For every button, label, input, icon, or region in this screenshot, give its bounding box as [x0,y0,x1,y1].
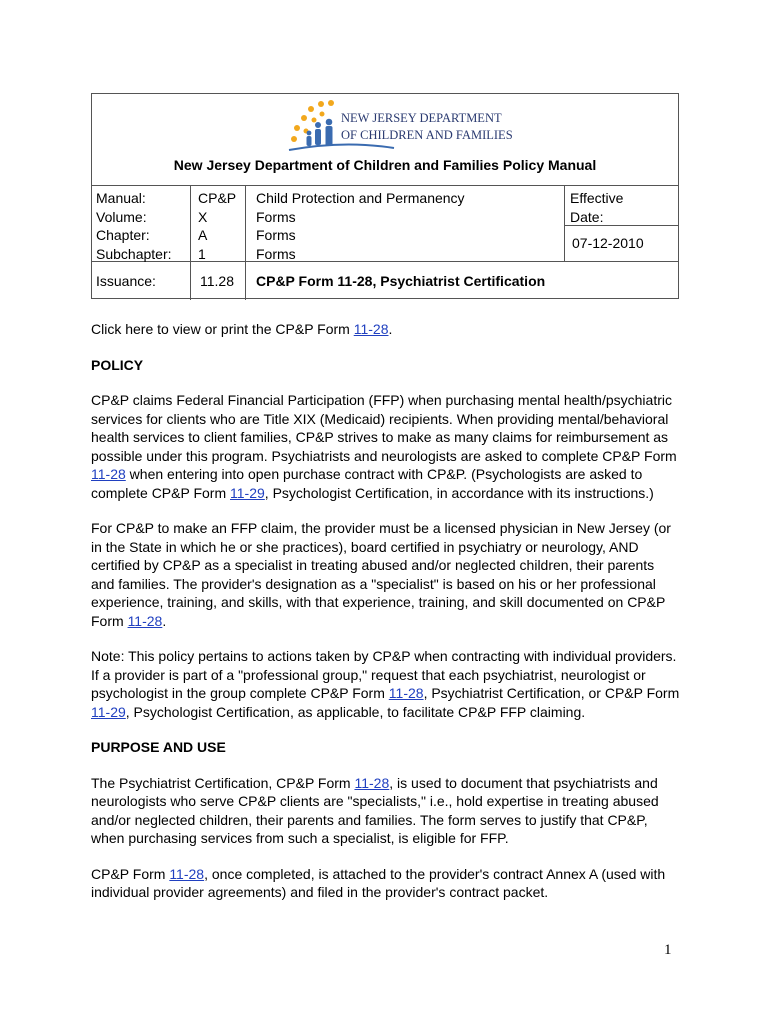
meta-labels [96,189,188,263]
org-name-line2: OF CHILDREN AND FAMILIES [341,128,513,142]
effective-date-value: 07-12-2010 [572,235,644,251]
code-volume: X [198,208,208,225]
form-11-28-link[interactable]: 11-28 [127,612,163,629]
label-manual: Manual: [96,190,146,206]
meta-divider [245,186,246,300]
form-11-28-link[interactable]: 11-28 [354,774,390,791]
form-11-28-link[interactable]: 11-28 [169,865,205,882]
policy-paragraph-3: Note: This policy pertains to actions taken by CP&P when contracting with individual providers. If a provider is part of a "professional group," request that each psychiatrist, neurologist or psychologist in the group complete CP&P Form 11-28, Psychiatrist Certification, or CP&P Form 11-29, Psychologist Certification, as applicable, to facilitate CP&P FFP claiming. [91,648,680,720]
purpose-paragraph-1: The Psychiatrist Certification, CP&P Form 11-28, is used to document that psychiatrists and neurologists who serve CP&P clients are "specialists," i.e., hold expertise in treating abused and/or neglected children, their parents and families. The form serves to justify that CP&P, when purchasing services from such a specialist, is eligible for FFP. [91,774,659,846]
issuance-number: 11.28 [200,273,234,289]
policy-content [91,320,681,919]
effective-date-label [570,189,676,226]
policy-header-box [91,93,679,299]
intro-paragraph: Click here to view or print the CP&P Form 11-28. [91,321,393,337]
label-issuance: Issuance: [96,273,156,289]
code-chapter: A [198,227,208,243]
policy-paragraph-2: For CP&P to make an FFP claim, the provider must be a licensed physician in New Jersey (or in the State in which he or she practices), board certified in psychiatry or neurology, AND certified by CP&P as a specialist in treating abused and/or neglected children, their parents and families. The provider's designation as a "specialist" is based on his or her professional experience, training, and skills, with that experience, training, and skill documented on CP&P Form 11-28. [91,520,671,629]
meta-codes [198,189,244,263]
page-number: 1 [664,942,672,958]
form-11-28-link[interactable]: 11-28 [353,321,389,337]
form-11-28-link[interactable]: 11-28 [388,685,424,701]
policy-meta-table [92,185,678,289]
ground-swoosh [289,144,394,150]
name-chapter: Forms [256,227,296,243]
policy-manual-title: New Jersey Department of Children and Families Policy Manual [173,157,597,173]
label-volume: Volume: [96,208,147,225]
purpose-paragraph-2: CP&P Form 11-28, once completed, is attached to the provider's contract Annex A (used with individual provider agreements) and filed in the provider's contract packet. [91,865,666,900]
name-manual: Child Protection and Permanency [256,190,465,206]
form-11-29-link[interactable]: 11-29 [91,703,126,720]
issuance-title: CP&P Form 11-28, Psychiatrist Certification [256,273,546,289]
form-11-29-link[interactable]: 11-29 [230,484,265,501]
policy-paragraph-1: CP&P claims Federal Financial Participation (FFP) when purchasing mental health/psychiatric services for clients who are Title XIX (Medicaid) recipients. When providing mental/behavioral health services to client families, CP&P strives to make as many claims for reimbursement as possible under this program. Psychiatrists and neurologists are asked to complete CP&P Form 11-28 when entering into open purchase contract with CP&P. (Psychologists are asked to complete CP&P Form 11-29, Psychologist Certification, in accordance with its instructions.) [91,392,677,501]
meta-divider [564,186,565,261]
form-11-28-link[interactable]: 11-28 [91,466,126,482]
policy-heading: POLICY [91,356,144,373]
name-subchapter: Forms [256,245,296,262]
code-subchapter: 1 [198,245,206,262]
dcf-logo [284,98,494,156]
name-volume: Forms [256,208,296,225]
purpose-heading: PURPOSE AND USE [91,739,226,755]
meta-divider [190,186,191,300]
effective-label-line1: Effective [570,190,624,206]
org-name-line1: NEW JERSEY DEPARTMENT [341,111,502,125]
code-manual: CP&P [198,190,237,206]
label-subchapter: Subchapter: [96,245,172,262]
effective-label-line2: Date: [570,208,604,225]
meta-names [256,189,561,263]
family-figures-icon [307,119,333,146]
label-chapter: Chapter: [96,227,150,243]
